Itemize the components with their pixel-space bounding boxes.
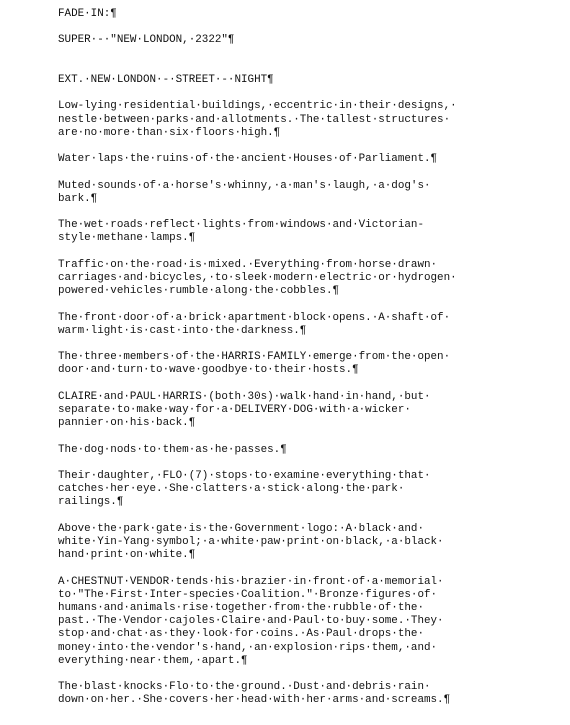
script-line: money·into·the·vendor's·hand,·an·explosion·rips·them,·and· — [58, 641, 438, 654]
blank-line — [58, 21, 558, 34]
script-line: humans·and·animals·rise·together·from·the·rubble·of·the· — [58, 601, 424, 614]
script-line: Muted·sounds·of·a·horse's·whinny,·a·man's·laugh,·a·dog's· — [58, 179, 431, 192]
script-line: The·wet·roads·reflect·lights·from·windows·and·Victorian- — [58, 219, 424, 232]
blank-line — [58, 510, 558, 523]
script-line: bark.¶ — [58, 192, 98, 205]
script-line: Low-lying·residential·buildings,·eccentric·in·their·designs,· — [58, 100, 457, 113]
script-line: EXT.·NEW·LONDON·-·STREET·-·NIGHT¶ — [58, 73, 274, 86]
screenplay-page — [58, 8, 558, 708]
blank-line — [58, 246, 558, 259]
script-line: warm·light·is·cast·into·the·darkness.¶ — [58, 324, 307, 337]
blank-line — [58, 562, 558, 575]
blank-line — [58, 48, 558, 61]
script-line: Above·the·park·gate·is·the·Government·logo:·A·black·and· — [58, 522, 424, 535]
blank-line — [58, 166, 558, 179]
script-line: separate·to·make·way·for·a·DELIVERY·DOG·with·a·wicker· — [58, 403, 411, 416]
blank-line — [58, 430, 558, 443]
blank-line — [58, 668, 558, 681]
script-line: catches·her·eye.·She·clatters·a·stick·along·the·park· — [58, 483, 405, 496]
script-line: powered·vehicles·rumble·along·the·cobbles.¶ — [58, 285, 340, 298]
blank-line — [58, 378, 558, 391]
script-line: Their·daughter,·FLO·(7)·stops·to·examine·everything·that· — [58, 469, 431, 482]
script-line: down·on·her.·She·covers·her·head·with·her·arms·and·screams.¶ — [58, 694, 451, 707]
script-line: to·"The·First·Inter-species·Coalition."·Bronze·figures·of· — [58, 588, 438, 601]
blank-line — [58, 298, 558, 311]
script-line: A·CHESTNUT·VENDOR·tends·his·brazier·in·front·of·a·memorial· — [58, 575, 444, 588]
blank-line — [58, 87, 558, 100]
blank-line — [58, 338, 558, 351]
script-line: nestle·between·parks·and·allotments.·The·tallest·structures· — [58, 113, 451, 126]
script-line: everything·near·them,·apart.¶ — [58, 654, 248, 667]
script-line: The·blast·knocks·Flo·to·the·ground.·Dust·and·debris·rain· — [58, 681, 431, 694]
script-line: The·three·members·of·the·HARRIS·FAMILY·emerge·from·the·open· — [58, 351, 451, 364]
script-line: stop·and·chat·as·they·look·for·coins.·As·Paul·drops·the· — [58, 628, 424, 641]
blank-line — [58, 206, 558, 219]
blank-line — [58, 457, 558, 470]
script-line: The·dog·nods·to·them·as·he·passes.¶ — [58, 443, 287, 456]
script-line: SUPER·-·"NEW·LONDON,·2322"¶ — [58, 34, 235, 47]
script-line: Traffic·on·the·road·is·mixed.·Everything·from·horse·drawn· — [58, 258, 438, 271]
script-line: Water·laps·the·ruins·of·the·ancient·Houses·of·Parliament.¶ — [58, 153, 438, 166]
script-line: past.·The·Vendor·cajoles·Claire·and·Paul·to·buy·some.·They· — [58, 615, 444, 628]
script-line: The·front·door·of·a·brick·apartment·block·opens.·A·shaft·of· — [58, 311, 451, 324]
script-line: railings.¶ — [58, 496, 124, 509]
script-line: FADE·IN:¶ — [58, 8, 117, 20]
script-line: are·no·more·than·six·floors·high.¶ — [58, 126, 281, 139]
script-line: style·methane·lamps.¶ — [58, 232, 196, 245]
script-line: carriages·and·bicycles,·to·sleek·modern·electric·or·hydrogen· — [58, 271, 457, 284]
script-line: hand·print·on·white.¶ — [58, 549, 196, 562]
script-line: door·and·turn·to·wave·goodbye·to·their·hosts.¶ — [58, 364, 359, 377]
blank-line — [58, 61, 558, 74]
script-line: CLAIRE·and·PAUL·HARRIS·(both·30s)·walk·hand·in·hand,·but· — [58, 390, 431, 403]
script-line: pannier·on·his·back.¶ — [58, 417, 196, 430]
blank-line — [58, 140, 558, 153]
script-line: white·Yin-Yang·symbol;·a·white·paw·print·on·black,·a·black· — [58, 535, 444, 548]
